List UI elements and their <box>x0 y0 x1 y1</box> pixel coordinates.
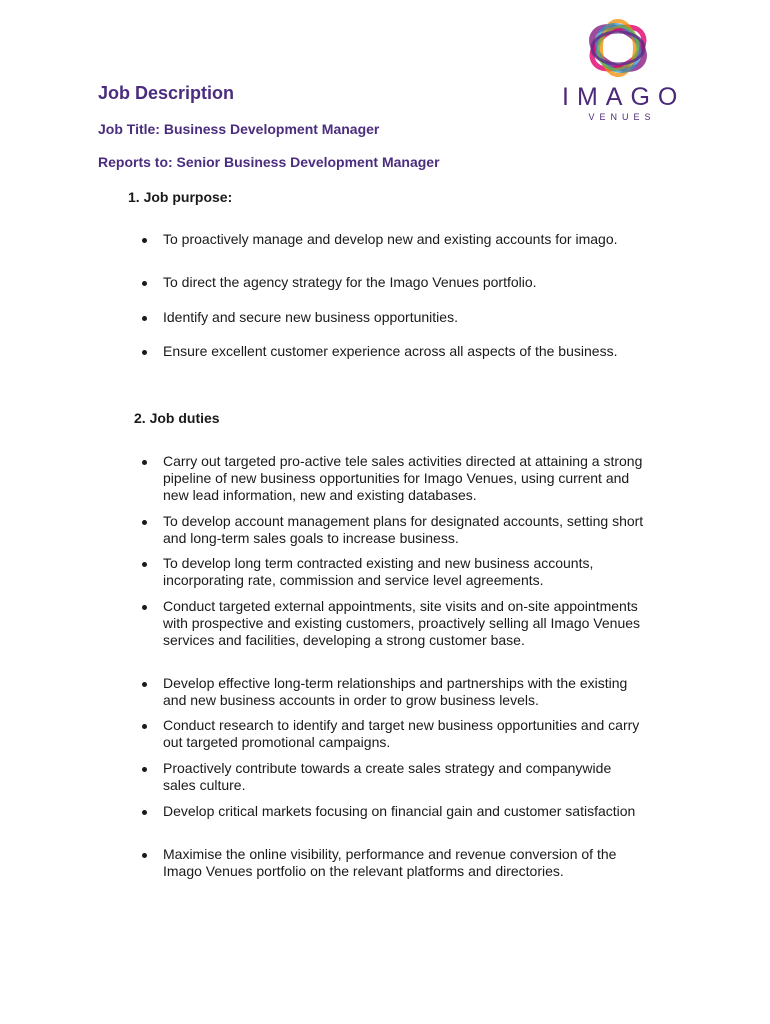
reports-to-line: Reports to: Senior Business Development Manager <box>98 154 440 170</box>
bullet-icon <box>142 520 147 525</box>
bullet-icon <box>142 460 147 465</box>
list-item <box>146 717 646 751</box>
document-title: Job Description <box>98 83 235 103</box>
list-item <box>146 803 646 820</box>
bullet-icon <box>142 767 147 772</box>
list-item <box>146 343 646 360</box>
bullet-icon <box>142 562 147 567</box>
list-item-text: To develop account management plans for designated accounts, setting short and long-term sales goals to increase business. <box>163 513 644 546</box>
logo-wordmark: IMAGO <box>562 83 686 111</box>
bullet-icon <box>142 238 147 243</box>
list-item <box>146 555 646 589</box>
bullet-icon <box>142 350 147 355</box>
bullet-icon <box>142 316 147 321</box>
list-item <box>146 760 646 794</box>
list-item-text: Conduct research to identify and target new business opportunities and carry out targeted promotional campaigns. <box>163 717 640 750</box>
list-item-text: To proactively manage and develop new and existing accounts for imago. <box>163 231 618 247</box>
logo-submark: VENUES <box>588 112 656 122</box>
list-item-text: Conduct targeted external appointments, site visits and on-site appointments with prospective and existing customers, proactively selling all Imago Venues services and facilities, developing a strong customer base. <box>163 598 641 648</box>
list-item-text: To develop long term contracted existing and new business accounts, incorporating rate, commission and service level agreements. <box>163 555 594 588</box>
list-item-text: To direct the agency strategy for the Imago Venues portfolio. <box>163 274 537 290</box>
list-item-text: Maximise the online visibility, performance and revenue conversion of the Imago Venues portfolio on the relevant platforms and directories. <box>163 846 617 879</box>
section-job-purpose-heading: 1. Job purpose: <box>128 189 233 205</box>
list-item <box>146 513 646 547</box>
list-item <box>146 675 646 709</box>
bullet-icon <box>142 853 147 858</box>
list-item <box>146 231 646 248</box>
list-item <box>146 309 646 326</box>
bullet-icon <box>142 724 147 729</box>
list-item-text: Ensure excellent customer experience across all aspects of the business. <box>163 343 618 359</box>
bullet-icon <box>142 605 147 610</box>
list-item-text: Develop critical markets focusing on financial gain and customer satisfaction <box>163 803 636 819</box>
list-item <box>146 453 646 504</box>
bullet-icon <box>142 281 147 286</box>
list-item <box>146 846 646 880</box>
job-title-line: Job Title: Business Development Manager <box>98 121 380 137</box>
list-item-text: Develop effective long-term relationships and partnerships with the existing and new business accounts in order to grow business levels. <box>163 675 628 708</box>
list-item <box>146 598 646 649</box>
list-item <box>146 274 646 291</box>
list-item-text: Carry out targeted pro-active tele sales activities directed at attaining a strong pipeline of new business opportunities for Imago Venues, using current and new lead information, new and existing databases. <box>163 453 643 503</box>
imago-logo-mark-icon <box>582 12 654 84</box>
imago-venues-logo <box>562 12 686 122</box>
bullet-icon <box>142 810 147 815</box>
section-job-duties-heading: 2. Job duties <box>134 410 220 426</box>
list-item-text: Proactively contribute towards a create sales strategy and companywide sales culture. <box>163 760 612 793</box>
bullet-icon <box>142 682 147 687</box>
list-item-text: Identify and secure new business opportunities. <box>163 309 458 325</box>
